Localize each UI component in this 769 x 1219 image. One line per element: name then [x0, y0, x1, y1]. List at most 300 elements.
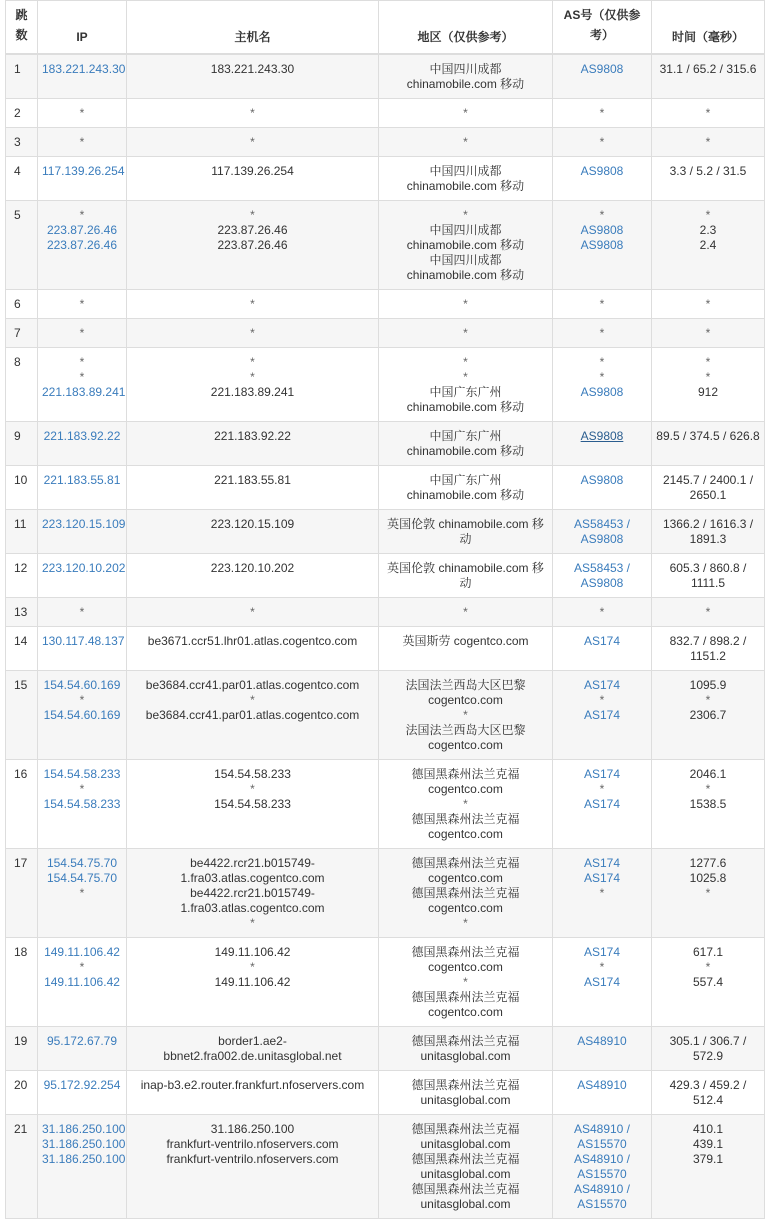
time-value: 2145.7 / 2400.1 / 2650.1	[662, 473, 754, 502]
no-response: *	[79, 106, 85, 120]
time-cell	[652, 1115, 765, 1219]
hop-number: 7	[6, 319, 38, 348]
ip-cell	[38, 1115, 127, 1219]
location-cell	[379, 671, 553, 760]
as-cell	[553, 1071, 652, 1115]
no-response: *	[250, 208, 255, 222]
no-response: *	[705, 693, 711, 707]
host-value: 149.11.106.42	[214, 945, 291, 959]
host-value: 117.139.26.254	[211, 164, 294, 178]
no-response: *	[599, 693, 605, 707]
no-response: *	[79, 782, 85, 796]
host-value: 183.221.243.30	[210, 62, 295, 76]
ip-cell	[38, 627, 127, 671]
host-value: border1.ae2-bbnet2.fra002.de.unitasglobal.net	[163, 1034, 342, 1063]
location-cell	[379, 938, 553, 1027]
hostname-cell	[127, 598, 379, 627]
ip-link[interactable]: 31.186.250.100	[42, 1137, 126, 1151]
ip-cell	[38, 422, 127, 466]
time-value: 832.7 / 898.2 / 1151.2	[669, 634, 747, 663]
ip-link[interactable]: 154.54.58.233	[43, 797, 121, 811]
ip-cell	[38, 128, 127, 157]
no-response: *	[463, 208, 468, 222]
time-value: 617.1	[692, 945, 724, 959]
ip-cell	[38, 319, 127, 348]
ip-cell	[38, 99, 127, 128]
as-cell	[553, 1115, 652, 1219]
hop-number: 13	[6, 598, 38, 627]
location-cell	[379, 849, 553, 938]
no-response: *	[79, 693, 85, 707]
as-link[interactable]: AS9808	[580, 473, 624, 487]
no-response: *	[463, 797, 468, 811]
ip-cell	[38, 760, 127, 849]
host-value: 221.183.92.22	[214, 429, 291, 443]
time-value: 3.3 / 5.2 / 31.5	[669, 164, 747, 178]
no-response: *	[705, 326, 711, 340]
no-response: *	[250, 693, 255, 707]
as-link[interactable]: AS58453 / AS9808	[573, 517, 631, 546]
time-value: 379.1	[692, 1152, 724, 1166]
no-response: *	[463, 355, 468, 369]
loc-value: 英国斯劳 cogentco.com	[402, 634, 529, 648]
ip-cell	[38, 598, 127, 627]
hostname-cell	[127, 466, 379, 510]
time-value: 439.1	[692, 1137, 724, 1151]
no-response: *	[599, 208, 605, 222]
hostname-cell	[127, 627, 379, 671]
time-value: 410.1	[692, 1122, 724, 1136]
table-row	[6, 554, 765, 598]
loc-value: 德国黑森州法兰克福 cogentco.com	[411, 856, 520, 885]
no-response: *	[250, 370, 255, 384]
time-value: 2046.1	[689, 767, 727, 781]
as-link[interactable]: AS174	[583, 767, 621, 781]
loc-value: 德国黑森州法兰克福 cogentco.com	[411, 886, 520, 915]
time-cell	[652, 627, 765, 671]
hostname-cell	[127, 290, 379, 319]
hop-number: 21	[6, 1115, 38, 1219]
loc-value: 德国黑森州法兰克福 unitasglobal.com	[411, 1122, 520, 1151]
time-value: 912	[697, 385, 719, 399]
no-response: *	[79, 355, 85, 369]
no-response: *	[599, 355, 605, 369]
location-cell	[379, 54, 553, 99]
no-response: *	[463, 135, 468, 149]
no-response: *	[250, 782, 255, 796]
ip-link[interactable]: 31.186.250.100	[42, 1122, 126, 1136]
no-response: *	[599, 135, 605, 149]
no-response: *	[599, 297, 605, 311]
host-value: inap-b3.e2.router.frankfurt.nfoservers.com	[140, 1078, 365, 1092]
hostname-cell	[127, 938, 379, 1027]
ip-link[interactable]: 221.183.92.22	[43, 429, 121, 443]
time-value: 2.4	[699, 238, 717, 252]
location-cell	[379, 290, 553, 319]
time-cell	[652, 598, 765, 627]
loc-value: 中国四川成都 chinamobile.com 移动	[406, 253, 525, 282]
no-response: *	[599, 960, 605, 974]
no-response: *	[599, 605, 605, 619]
no-response: *	[599, 106, 605, 120]
loc-value: 德国黑森州法兰克福 cogentco.com	[411, 767, 520, 796]
traceroute-table	[5, 0, 765, 1219]
hop-number: 20	[6, 1071, 38, 1115]
no-response: *	[463, 975, 468, 989]
ip-link[interactable]: 31.186.250.100	[42, 1152, 126, 1166]
header-host: 主机名	[127, 1, 379, 55]
loc-value: 法国法兰西岛大区巴黎 cogentco.com	[405, 723, 526, 752]
hostname-cell	[127, 54, 379, 99]
ip-link[interactable]: 154.54.75.70	[46, 871, 118, 885]
table-body	[6, 54, 765, 1219]
as-cell	[553, 510, 652, 554]
ip-link[interactable]: 154.54.75.70	[46, 856, 118, 870]
time-value: 1538.5	[689, 797, 727, 811]
header-time: 时间（毫秒）	[652, 1, 765, 55]
as-link[interactable]: AS48910	[577, 1034, 627, 1048]
no-response: *	[463, 297, 468, 311]
location-cell	[379, 157, 553, 201]
no-response: *	[705, 355, 711, 369]
time-cell	[652, 348, 765, 422]
hostname-cell	[127, 99, 379, 128]
time-cell	[652, 201, 765, 290]
hop-number: 5	[6, 201, 38, 290]
ip-link[interactable]: 223.120.10.202	[42, 561, 126, 575]
time-value: 557.4	[692, 975, 724, 989]
hostname-cell	[127, 849, 379, 938]
header-as: AS号（仅供参考）	[553, 1, 652, 55]
hop-number: 16	[6, 760, 38, 849]
no-response: *	[463, 916, 468, 930]
hostname-cell	[127, 422, 379, 466]
hop-number: 4	[6, 157, 38, 201]
no-response: *	[79, 960, 85, 974]
hop-number: 14	[6, 627, 38, 671]
hostname-cell	[127, 554, 379, 598]
hostname-cell	[127, 1027, 379, 1071]
no-response: *	[463, 326, 468, 340]
hop-number: 1	[6, 54, 38, 99]
no-response: *	[463, 106, 468, 120]
as-link[interactable]: AS174	[583, 975, 621, 989]
time-cell	[652, 99, 765, 128]
hop-number: 12	[6, 554, 38, 598]
table-row	[6, 598, 765, 627]
as-link[interactable]: AS9808	[580, 164, 624, 178]
host-value: 154.54.58.233	[214, 797, 291, 811]
table-header-row	[6, 1, 765, 55]
ip-link[interactable]: 183.221.243.30	[42, 62, 126, 76]
no-response: *	[599, 370, 605, 384]
as-cell	[553, 348, 652, 422]
as-link[interactable]: AS174	[583, 708, 621, 722]
as-link[interactable]: AS48910 / AS15570	[573, 1182, 631, 1211]
host-value: 149.11.106.42	[214, 975, 291, 989]
no-response: *	[705, 886, 711, 900]
loc-value: 德国黑森州法兰克福 cogentco.com	[411, 990, 520, 1019]
no-response: *	[79, 326, 85, 340]
no-response: *	[705, 605, 711, 619]
as-cell	[553, 938, 652, 1027]
host-value: 223.120.15.109	[210, 517, 295, 531]
as-link[interactable]: AS58453 / AS9808	[573, 561, 631, 590]
time-cell	[652, 938, 765, 1027]
location-cell	[379, 466, 553, 510]
hop-number: 19	[6, 1027, 38, 1071]
location-cell	[379, 760, 553, 849]
loc-value: 德国黑森州法兰克福 cogentco.com	[411, 945, 520, 974]
as-link[interactable]: AS48910	[577, 1078, 627, 1092]
header-ip: IP	[38, 1, 127, 55]
ip-cell	[38, 1071, 127, 1115]
as-cell	[553, 466, 652, 510]
ip-cell	[38, 348, 127, 422]
ip-link[interactable]: 154.54.60.169	[43, 708, 121, 722]
time-cell	[652, 466, 765, 510]
as-link[interactable]: AS174	[583, 678, 621, 692]
location-cell	[379, 598, 553, 627]
no-response: *	[250, 355, 255, 369]
table-row	[6, 348, 765, 422]
no-response: *	[463, 708, 468, 722]
no-response: *	[463, 605, 468, 619]
table-row	[6, 849, 765, 938]
ip-link[interactable]: 154.54.58.233	[43, 767, 121, 781]
host-value: frankfurt-ventrilo.nfoservers.com	[166, 1152, 339, 1166]
host-value: 221.183.55.81	[214, 473, 291, 487]
hostname-cell	[127, 128, 379, 157]
loc-value: 英国伦敦 chinamobile.com 移动	[387, 561, 544, 590]
loc-value: 德国黑森州法兰克福 cogentco.com	[411, 812, 520, 841]
time-value: 1366.2 / 1616.3 / 1891.3	[662, 517, 754, 546]
as-link[interactable]: AS9808	[580, 238, 624, 252]
table-row	[6, 671, 765, 760]
table-row	[6, 128, 765, 157]
as-cell	[553, 849, 652, 938]
no-response: *	[79, 605, 85, 619]
time-cell	[652, 128, 765, 157]
table-row	[6, 1027, 765, 1071]
no-response: *	[250, 605, 255, 619]
hop-number: 17	[6, 849, 38, 938]
table-row	[6, 319, 765, 348]
host-value: be3684.ccr41.par01.atlas.cogentco.com	[145, 678, 360, 692]
as-cell	[553, 1027, 652, 1071]
loc-value: 法国法兰西岛大区巴黎 cogentco.com	[405, 678, 526, 707]
as-cell	[553, 760, 652, 849]
time-cell	[652, 510, 765, 554]
loc-value: 德国黑森州法兰克福 unitasglobal.com	[411, 1034, 520, 1063]
time-cell	[652, 290, 765, 319]
hostname-cell	[127, 760, 379, 849]
table-row	[6, 627, 765, 671]
loc-value: 中国广东广州 chinamobile.com 移动	[406, 429, 525, 458]
hop-number: 9	[6, 422, 38, 466]
no-response: *	[79, 886, 85, 900]
as-link[interactable]: AS174	[583, 871, 621, 885]
host-value: be3671.ccr51.lhr01.atlas.cogentco.com	[147, 634, 358, 648]
host-value: 223.87.26.46	[217, 238, 288, 252]
no-response: *	[250, 326, 255, 340]
as-link[interactable]: AS9808	[580, 223, 624, 237]
loc-value: 中国广东广州 chinamobile.com 移动	[406, 385, 525, 414]
hostname-cell	[127, 348, 379, 422]
as-cell	[553, 671, 652, 760]
loc-value: 中国四川成都 chinamobile.com 移动	[406, 62, 525, 91]
ip-cell	[38, 938, 127, 1027]
hop-number: 11	[6, 510, 38, 554]
loc-value: 德国黑森州法兰克福 unitasglobal.com	[411, 1182, 520, 1211]
ip-link[interactable]: 117.139.26.254	[42, 164, 125, 178]
location-cell	[379, 99, 553, 128]
no-response: *	[463, 370, 468, 384]
hostname-cell	[127, 319, 379, 348]
no-response: *	[79, 208, 85, 222]
time-cell	[652, 1027, 765, 1071]
time-cell	[652, 554, 765, 598]
header-hop: 跳数	[6, 1, 38, 55]
no-response: *	[250, 135, 255, 149]
ip-cell	[38, 290, 127, 319]
as-link[interactable]: AS174	[583, 856, 621, 870]
time-value: 1095.9	[689, 678, 727, 692]
loc-value: 中国广东广州 chinamobile.com 移动	[406, 473, 525, 502]
hostname-cell	[127, 1115, 379, 1219]
hostname-cell	[127, 201, 379, 290]
no-response: *	[250, 916, 255, 930]
loc-value: 德国黑森州法兰克福 unitasglobal.com	[411, 1152, 520, 1181]
header-location: 地区（仅供参考）	[379, 1, 553, 55]
hop-number: 15	[6, 671, 38, 760]
as-cell	[553, 128, 652, 157]
no-response: *	[79, 370, 85, 384]
table-row	[6, 201, 765, 290]
ip-link[interactable]: 95.172.92.254	[43, 1078, 121, 1092]
as-link[interactable]: AS174	[583, 945, 621, 959]
ip-link[interactable]: 149.11.106.42	[44, 945, 120, 959]
table-row	[6, 510, 765, 554]
no-response: *	[79, 297, 85, 311]
host-value: be4422.rcr21.b015749-1.fra03.atlas.cogentco.com	[180, 886, 325, 915]
ip-link[interactable]: 154.54.60.169	[43, 678, 121, 692]
as-cell	[553, 54, 652, 99]
ip-link[interactable]: 223.87.26.46	[46, 238, 118, 252]
no-response: *	[599, 326, 605, 340]
as-link[interactable]: AS48910 / AS15570	[573, 1122, 631, 1151]
hostname-cell	[127, 1071, 379, 1115]
no-response: *	[705, 297, 711, 311]
location-cell	[379, 319, 553, 348]
hop-number: 2	[6, 99, 38, 128]
table-row	[6, 54, 765, 99]
no-response: *	[705, 782, 711, 796]
time-value: 31.1 / 65.2 / 315.6	[659, 62, 757, 76]
no-response: *	[599, 782, 605, 796]
host-value: 223.87.26.46	[217, 223, 288, 237]
table-row	[6, 99, 765, 128]
location-cell	[379, 348, 553, 422]
as-cell	[553, 157, 652, 201]
time-cell	[652, 1071, 765, 1115]
time-value: 1277.6	[689, 856, 727, 870]
table-row	[6, 466, 765, 510]
ip-link[interactable]: 221.183.55.81	[43, 473, 121, 487]
location-cell	[379, 128, 553, 157]
ip-link[interactable]: 149.11.106.42	[44, 975, 120, 989]
ip-link[interactable]: 95.172.67.79	[46, 1034, 118, 1048]
time-cell	[652, 760, 765, 849]
as-link[interactable]: AS174	[583, 797, 621, 811]
loc-value: 中国四川成都 chinamobile.com 移动	[406, 164, 525, 193]
hop-number: 18	[6, 938, 38, 1027]
time-value: 605.3 / 860.8 / 1111.5	[669, 561, 747, 590]
as-cell	[553, 422, 652, 466]
ip-link[interactable]: 223.120.15.109	[42, 517, 126, 531]
ip-cell	[38, 54, 127, 99]
time-cell	[652, 54, 765, 99]
host-value: 31.186.250.100	[210, 1122, 295, 1136]
ip-link[interactable]: 223.87.26.46	[46, 223, 118, 237]
ip-cell	[38, 849, 127, 938]
time-value: 89.5 / 374.5 / 626.8	[656, 429, 760, 443]
no-response: *	[705, 370, 711, 384]
as-cell	[553, 201, 652, 290]
as-cell	[553, 627, 652, 671]
as-cell	[553, 99, 652, 128]
host-value: frankfurt-ventrilo.nfoservers.com	[166, 1137, 339, 1151]
table-row	[6, 157, 765, 201]
location-cell	[379, 422, 553, 466]
ip-link[interactable]: 130.117.48.137	[42, 634, 125, 648]
ip-cell	[38, 466, 127, 510]
as-cell	[553, 554, 652, 598]
location-cell	[379, 1071, 553, 1115]
loc-value: 中国四川成都 chinamobile.com 移动	[406, 223, 525, 252]
as-link[interactable]: AS9808	[580, 385, 624, 399]
as-link[interactable]: AS9808	[580, 429, 624, 443]
location-cell	[379, 510, 553, 554]
as-cell	[553, 598, 652, 627]
time-cell	[652, 671, 765, 760]
loc-value: 德国黑森州法兰克福 unitasglobal.com	[411, 1078, 520, 1107]
as-link[interactable]: AS48910 / AS15570	[573, 1152, 631, 1181]
time-cell	[652, 319, 765, 348]
ip-cell	[38, 201, 127, 290]
table-row	[6, 938, 765, 1027]
host-value: be4422.rcr21.b015749-1.fra03.atlas.cogentco.com	[180, 856, 325, 885]
host-value: 223.120.10.202	[210, 561, 295, 575]
time-value: 1025.8	[689, 871, 727, 885]
loc-value: 英国伦敦 chinamobile.com 移动	[387, 517, 544, 546]
no-response: *	[599, 886, 605, 900]
as-cell	[553, 290, 652, 319]
table-row	[6, 760, 765, 849]
time-cell	[652, 157, 765, 201]
no-response: *	[250, 297, 255, 311]
ip-cell	[38, 510, 127, 554]
location-cell	[379, 1027, 553, 1071]
as-link[interactable]: AS174	[583, 634, 621, 648]
hop-number: 3	[6, 128, 38, 157]
as-link[interactable]: AS9808	[580, 62, 624, 76]
hop-number: 10	[6, 466, 38, 510]
no-response: *	[705, 135, 711, 149]
ip-link[interactable]: 221.183.89.241	[42, 385, 126, 399]
as-cell	[553, 319, 652, 348]
time-value: 2.3	[699, 223, 717, 237]
